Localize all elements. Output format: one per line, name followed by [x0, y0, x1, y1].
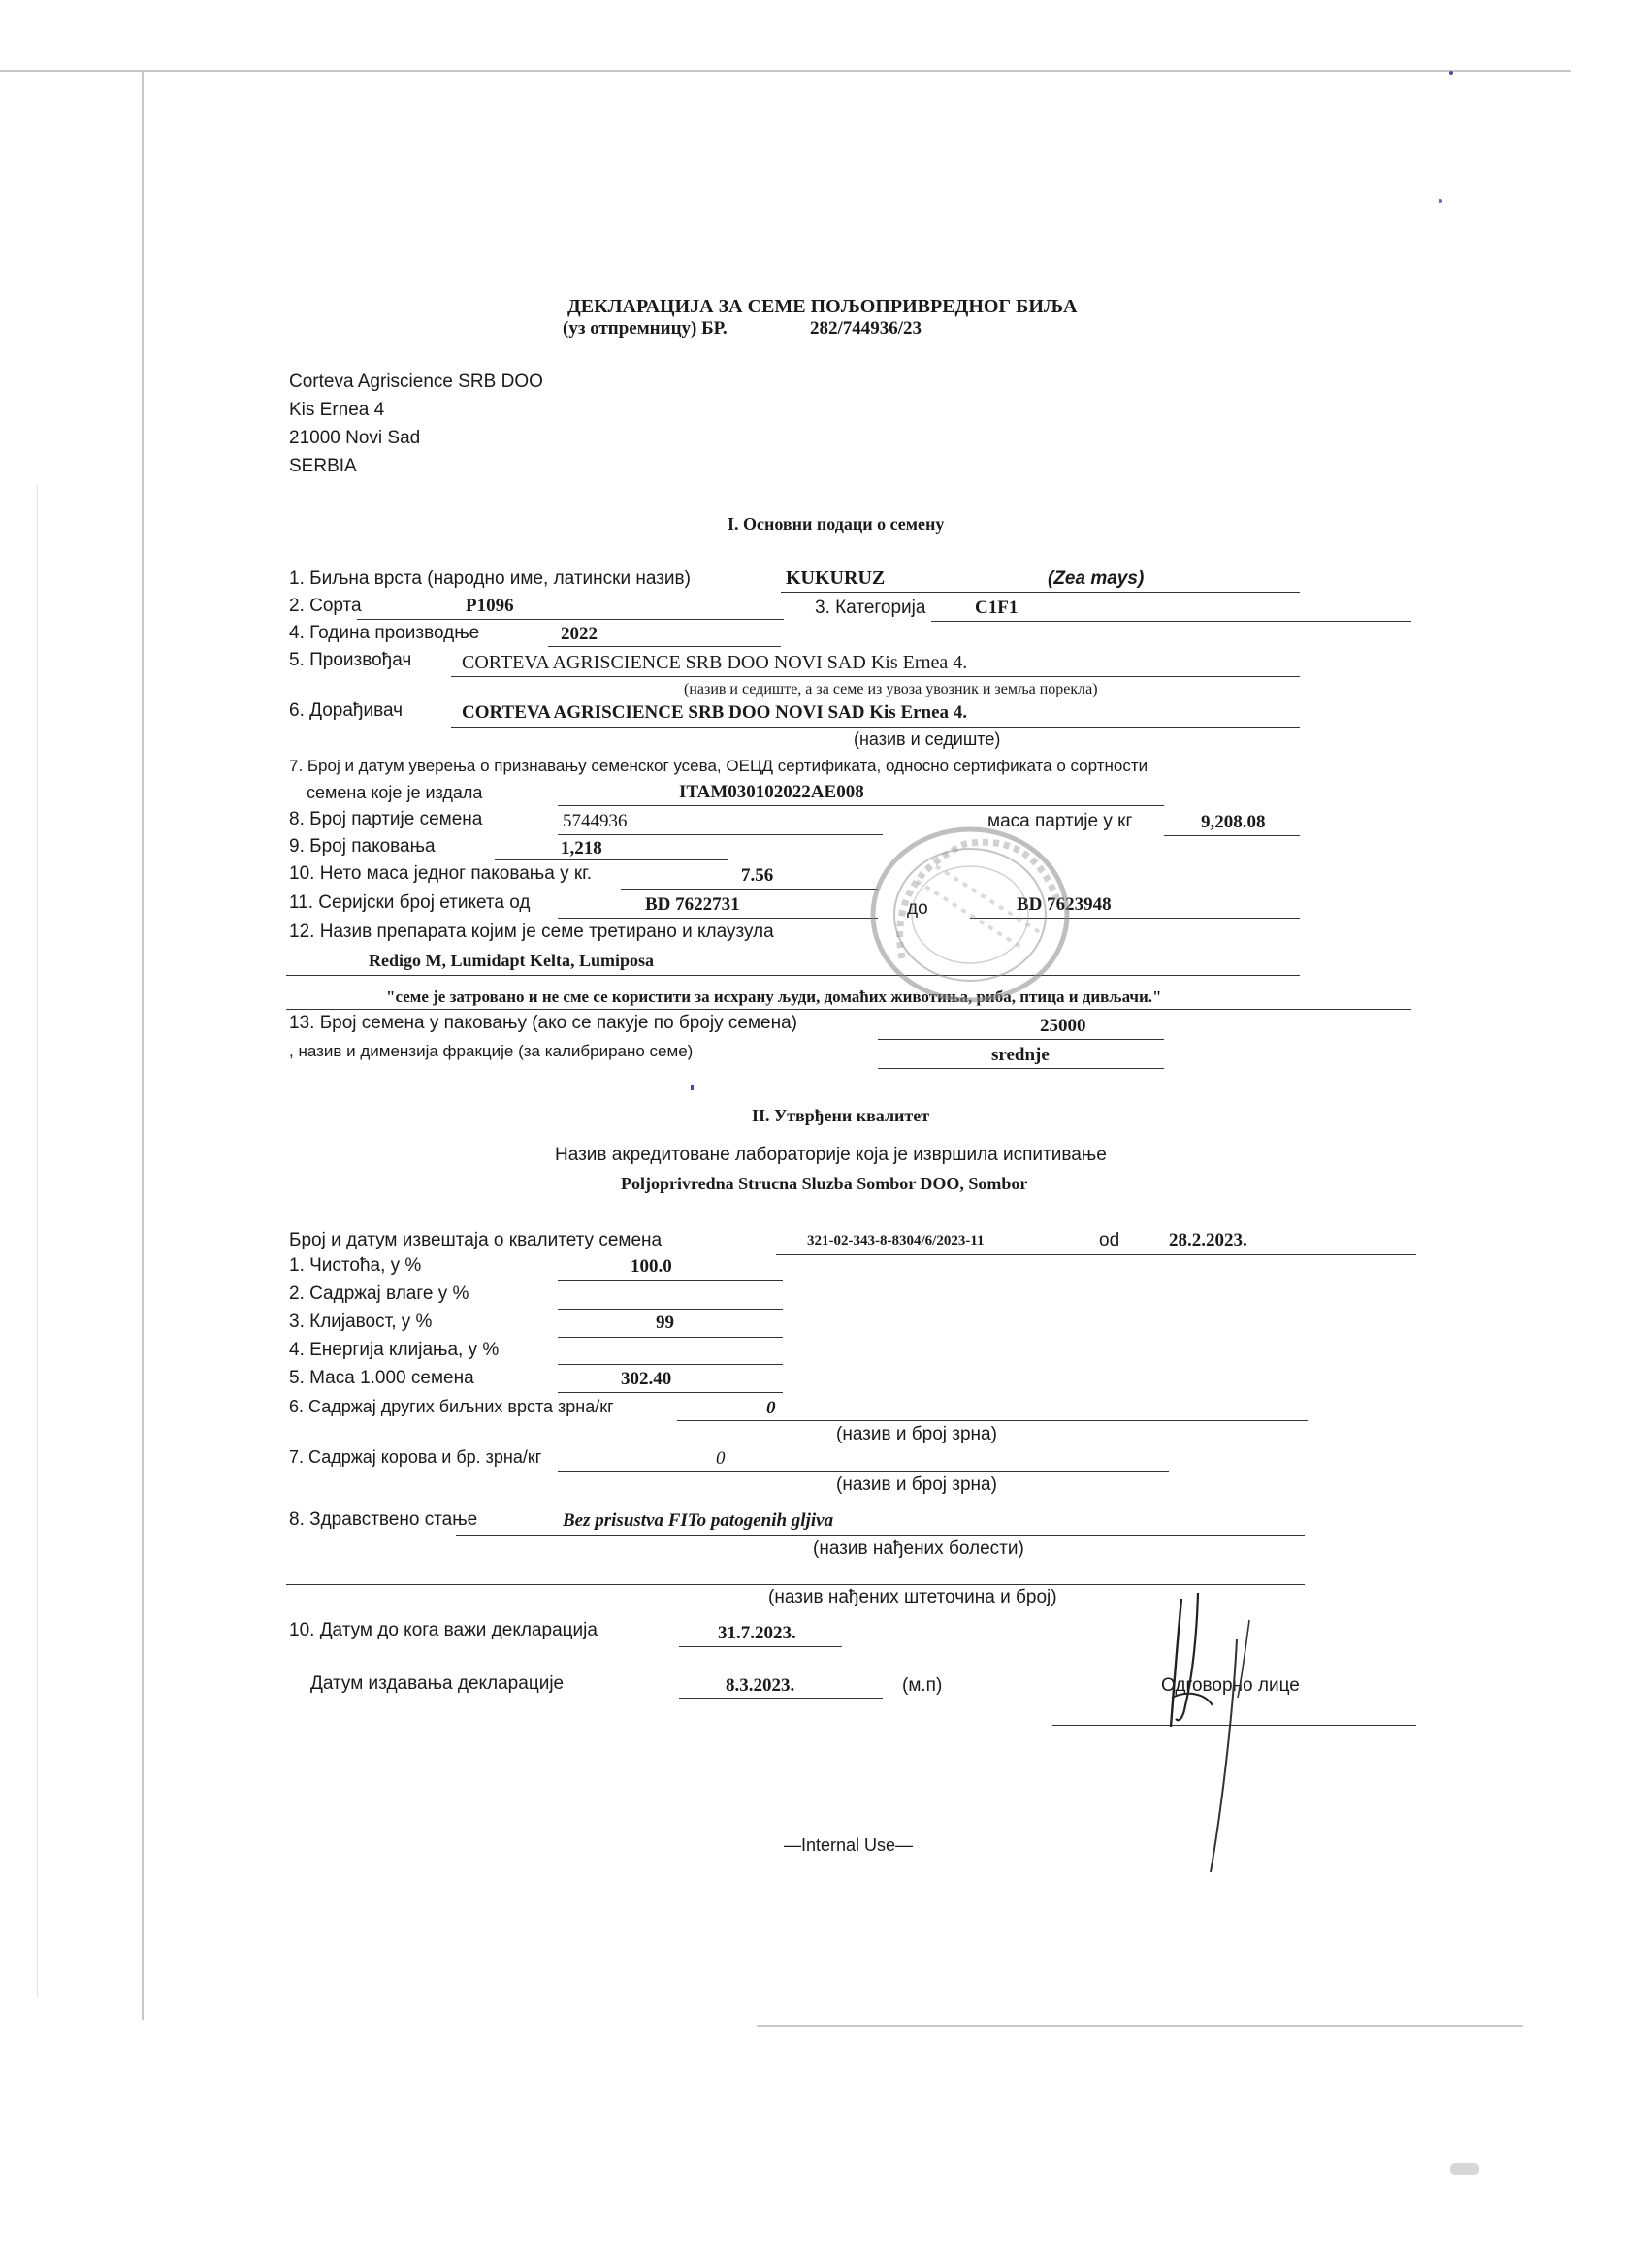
field5-hint: (назив и седиште, а за семе из увоза увозник и земља порекла) [684, 681, 1098, 697]
quality8-underline [456, 1535, 1305, 1536]
field10-value: 7.56 [741, 865, 774, 886]
field5-label: 5. Произвођач [289, 650, 412, 670]
quality5-underline [558, 1392, 783, 1393]
field4-value: 2022 [561, 624, 598, 644]
quality5-label: 5. Маса 1.000 семена [289, 1368, 474, 1388]
quality4-underline [558, 1364, 783, 1365]
section2-title: II. Утврђени квалитет [752, 1106, 930, 1125]
field11-label: 11. Серијски број етикета од [289, 892, 531, 913]
field10-label: 10. Нето маса једног паковања у кг. [289, 863, 593, 884]
address-line-3: 21000 Novi Sad [289, 428, 421, 448]
quality1-value: 100.0 [630, 1256, 672, 1277]
internal-use-label: —Internal Use— [784, 1835, 914, 1855]
quality5-value: 302.40 [621, 1369, 672, 1389]
field2-value: P1096 [466, 596, 514, 616]
field4-label: 4. Година производње [289, 623, 480, 643]
report-number: 321-02-343-8-8304/6/2023-11 [807, 1233, 985, 1248]
field9-label: 9. Број паковања [289, 836, 436, 857]
field7-value: ITAM030102022AE008 [679, 782, 864, 802]
field11-from: BD 7622731 [645, 894, 740, 915]
field2-underline [357, 619, 784, 620]
scan-speck [1450, 2163, 1479, 2175]
field6-hint: (назив и седиште) [854, 729, 1001, 749]
scan-edge-bottom [757, 2025, 1523, 2027]
quality4-label: 4. Енергија клијања, у % [289, 1340, 500, 1360]
quality9-hint: (назив нађених штеточина и број) [768, 1587, 1057, 1607]
field8-label: 8. Број партије семена [289, 809, 483, 829]
field13b-underline [878, 1068, 1164, 1069]
field11-from-underline [558, 918, 878, 919]
field9-value: 1,218 [561, 838, 602, 859]
field2-label: 2. Сорта [289, 596, 362, 616]
field1-underline [781, 592, 1300, 593]
field13-underline [878, 1039, 1164, 1040]
issue-date-underline [679, 1698, 883, 1699]
signature [1145, 1581, 1290, 1911]
field12-clause: "семе је затровано и не сме се користити за исхрану људи, домаћих животиња, риба, птица и дивљачи." [386, 988, 1162, 1006]
address-line-1: Corteva Agriscience SRB DOO [289, 372, 543, 392]
field13-label: 13. Број семена у паковању (ако се пакује по броју семена) [289, 1013, 798, 1033]
quality6-hint: (назив и број зрна) [836, 1424, 997, 1444]
scan-edge-left [142, 70, 144, 2020]
quality3-label: 3. Клијавост, у % [289, 1312, 433, 1332]
scan-speck [1439, 199, 1442, 203]
report-od: od [1099, 1230, 1120, 1250]
field6-value: CORTEVA AGRISCIENCE SRB DOO NOVI SAD Kis Ernea 4. [462, 702, 968, 723]
field8b-underline [1164, 835, 1300, 836]
lab-value: Poljoprivredna Strucna Sluzba Sombor DOO, Sombor [621, 1174, 1028, 1193]
field11-to-label: до [907, 898, 928, 919]
quality6-underline [677, 1420, 1308, 1421]
field3-label: 3. Категорија [815, 598, 926, 618]
quality7-underline [558, 1471, 1169, 1472]
quality8-hint: (назив нађених болести) [813, 1539, 1024, 1559]
scan-edge-left2 [37, 485, 38, 1998]
round-stamp [858, 823, 1082, 1007]
field3-underline [931, 621, 1411, 622]
scan-edge-top [0, 70, 1571, 72]
valid-until-label: 10. Датум до кога важи декларација [289, 1620, 598, 1640]
field12-underline [286, 975, 1300, 976]
quality6-label: 6. Садржај других биљних врста зрна/кг [289, 1397, 614, 1416]
document-number: 282/744936/23 [810, 318, 922, 339]
field13b-label: , назив и димензија фракције (за калибрирано семе) [289, 1042, 694, 1060]
field12-clause-underline [286, 1009, 1411, 1010]
field6-underline [451, 727, 1300, 728]
valid-until-underline [679, 1646, 842, 1647]
field5-value: CORTEVA AGRISCIENCE SRB DOO NOVI SAD Kis Ernea 4. [462, 652, 968, 673]
field7-underline [558, 805, 1164, 806]
section1-title: I. Основни подаци о семену [728, 514, 945, 534]
document-title: ДЕКЛАРАЦИЈА ЗА СЕМЕ ПОЉОПРИВРЕДНОГ БИЉА [567, 296, 1078, 317]
address-line-2: Kis Ernea 4 [289, 400, 385, 420]
field1-latin: (Zea mays) [1048, 568, 1145, 589]
valid-until-value: 31.7.2023. [718, 1623, 796, 1643]
lab-label: Назив акредитоване лабораторије која је извршила испитивање [555, 1145, 1107, 1165]
issue-date-value: 8.3.2023. [726, 1675, 795, 1696]
quality2-label: 2. Садржај влаге у % [289, 1283, 469, 1304]
report-underline [776, 1254, 1416, 1255]
field8-underline [558, 834, 883, 835]
field1-value: KUKURUZ [786, 567, 886, 589]
quality3-value: 99 [656, 1312, 674, 1333]
quality3-underline [558, 1337, 783, 1338]
field9-underline [495, 859, 728, 860]
issue-date-label: Датум издавања декларације [310, 1673, 565, 1694]
quality8-value: Bez prisustva FITo patogenih gljiva [563, 1510, 834, 1531]
scan-speck [691, 1085, 694, 1090]
scan-speck [1449, 71, 1453, 75]
field11-to: BD 7623948 [1017, 894, 1112, 915]
field12-value: Redigo M, Lumidapt Kelta, Lumiposa [369, 951, 655, 970]
field10-underline [621, 889, 878, 890]
field13-value: 25000 [1040, 1016, 1086, 1036]
quality6-value: 0 [766, 1398, 776, 1418]
field8-value: 5744936 [563, 811, 628, 831]
quality1-label: 1. Чистоћа, у % [289, 1255, 422, 1276]
quality7-value: 0 [716, 1448, 726, 1469]
address-line-4: SERBIA [289, 456, 357, 476]
subtitle-label: (уз отпремницу) БР. [563, 318, 728, 339]
field7-label: 7. Број и датум уверења о признавању семенског усева, ОЕЦД сертификата, односно сертификата о сортности [289, 757, 1148, 775]
field6-label: 6. Дорађивач [289, 700, 404, 721]
field12-label: 12. Назив препарата којим је семе третирано и клаузула [289, 922, 774, 942]
field1-label: 1. Биљна врста (народно име, латински назив) [289, 568, 691, 589]
quality7-label: 7. Садржај корова и бр. зрна/кг [289, 1447, 542, 1467]
field13b-value: srednje [991, 1045, 1050, 1065]
report-label: Број и датум извештаја о квалитету семена [289, 1230, 663, 1250]
stamp-place-label: (м.п) [902, 1675, 943, 1696]
report-date: 28.2.2023. [1169, 1230, 1247, 1250]
quality2-underline [558, 1309, 783, 1310]
field8b-label: маса партије у кг [987, 811, 1133, 831]
responsible-person-label: Одговорно лице [1161, 1675, 1300, 1696]
field3-value: C1F1 [975, 598, 1018, 618]
field8b-value: 9,208.08 [1201, 812, 1266, 832]
quality1-underline [558, 1280, 783, 1281]
quality7-hint: (назив и број зрна) [836, 1474, 997, 1495]
field7-label2: семена које је издала [307, 783, 483, 802]
field4-underline [548, 646, 781, 647]
field5-underline [451, 676, 1300, 677]
quality8-label: 8. Здравствено стање [289, 1509, 478, 1530]
